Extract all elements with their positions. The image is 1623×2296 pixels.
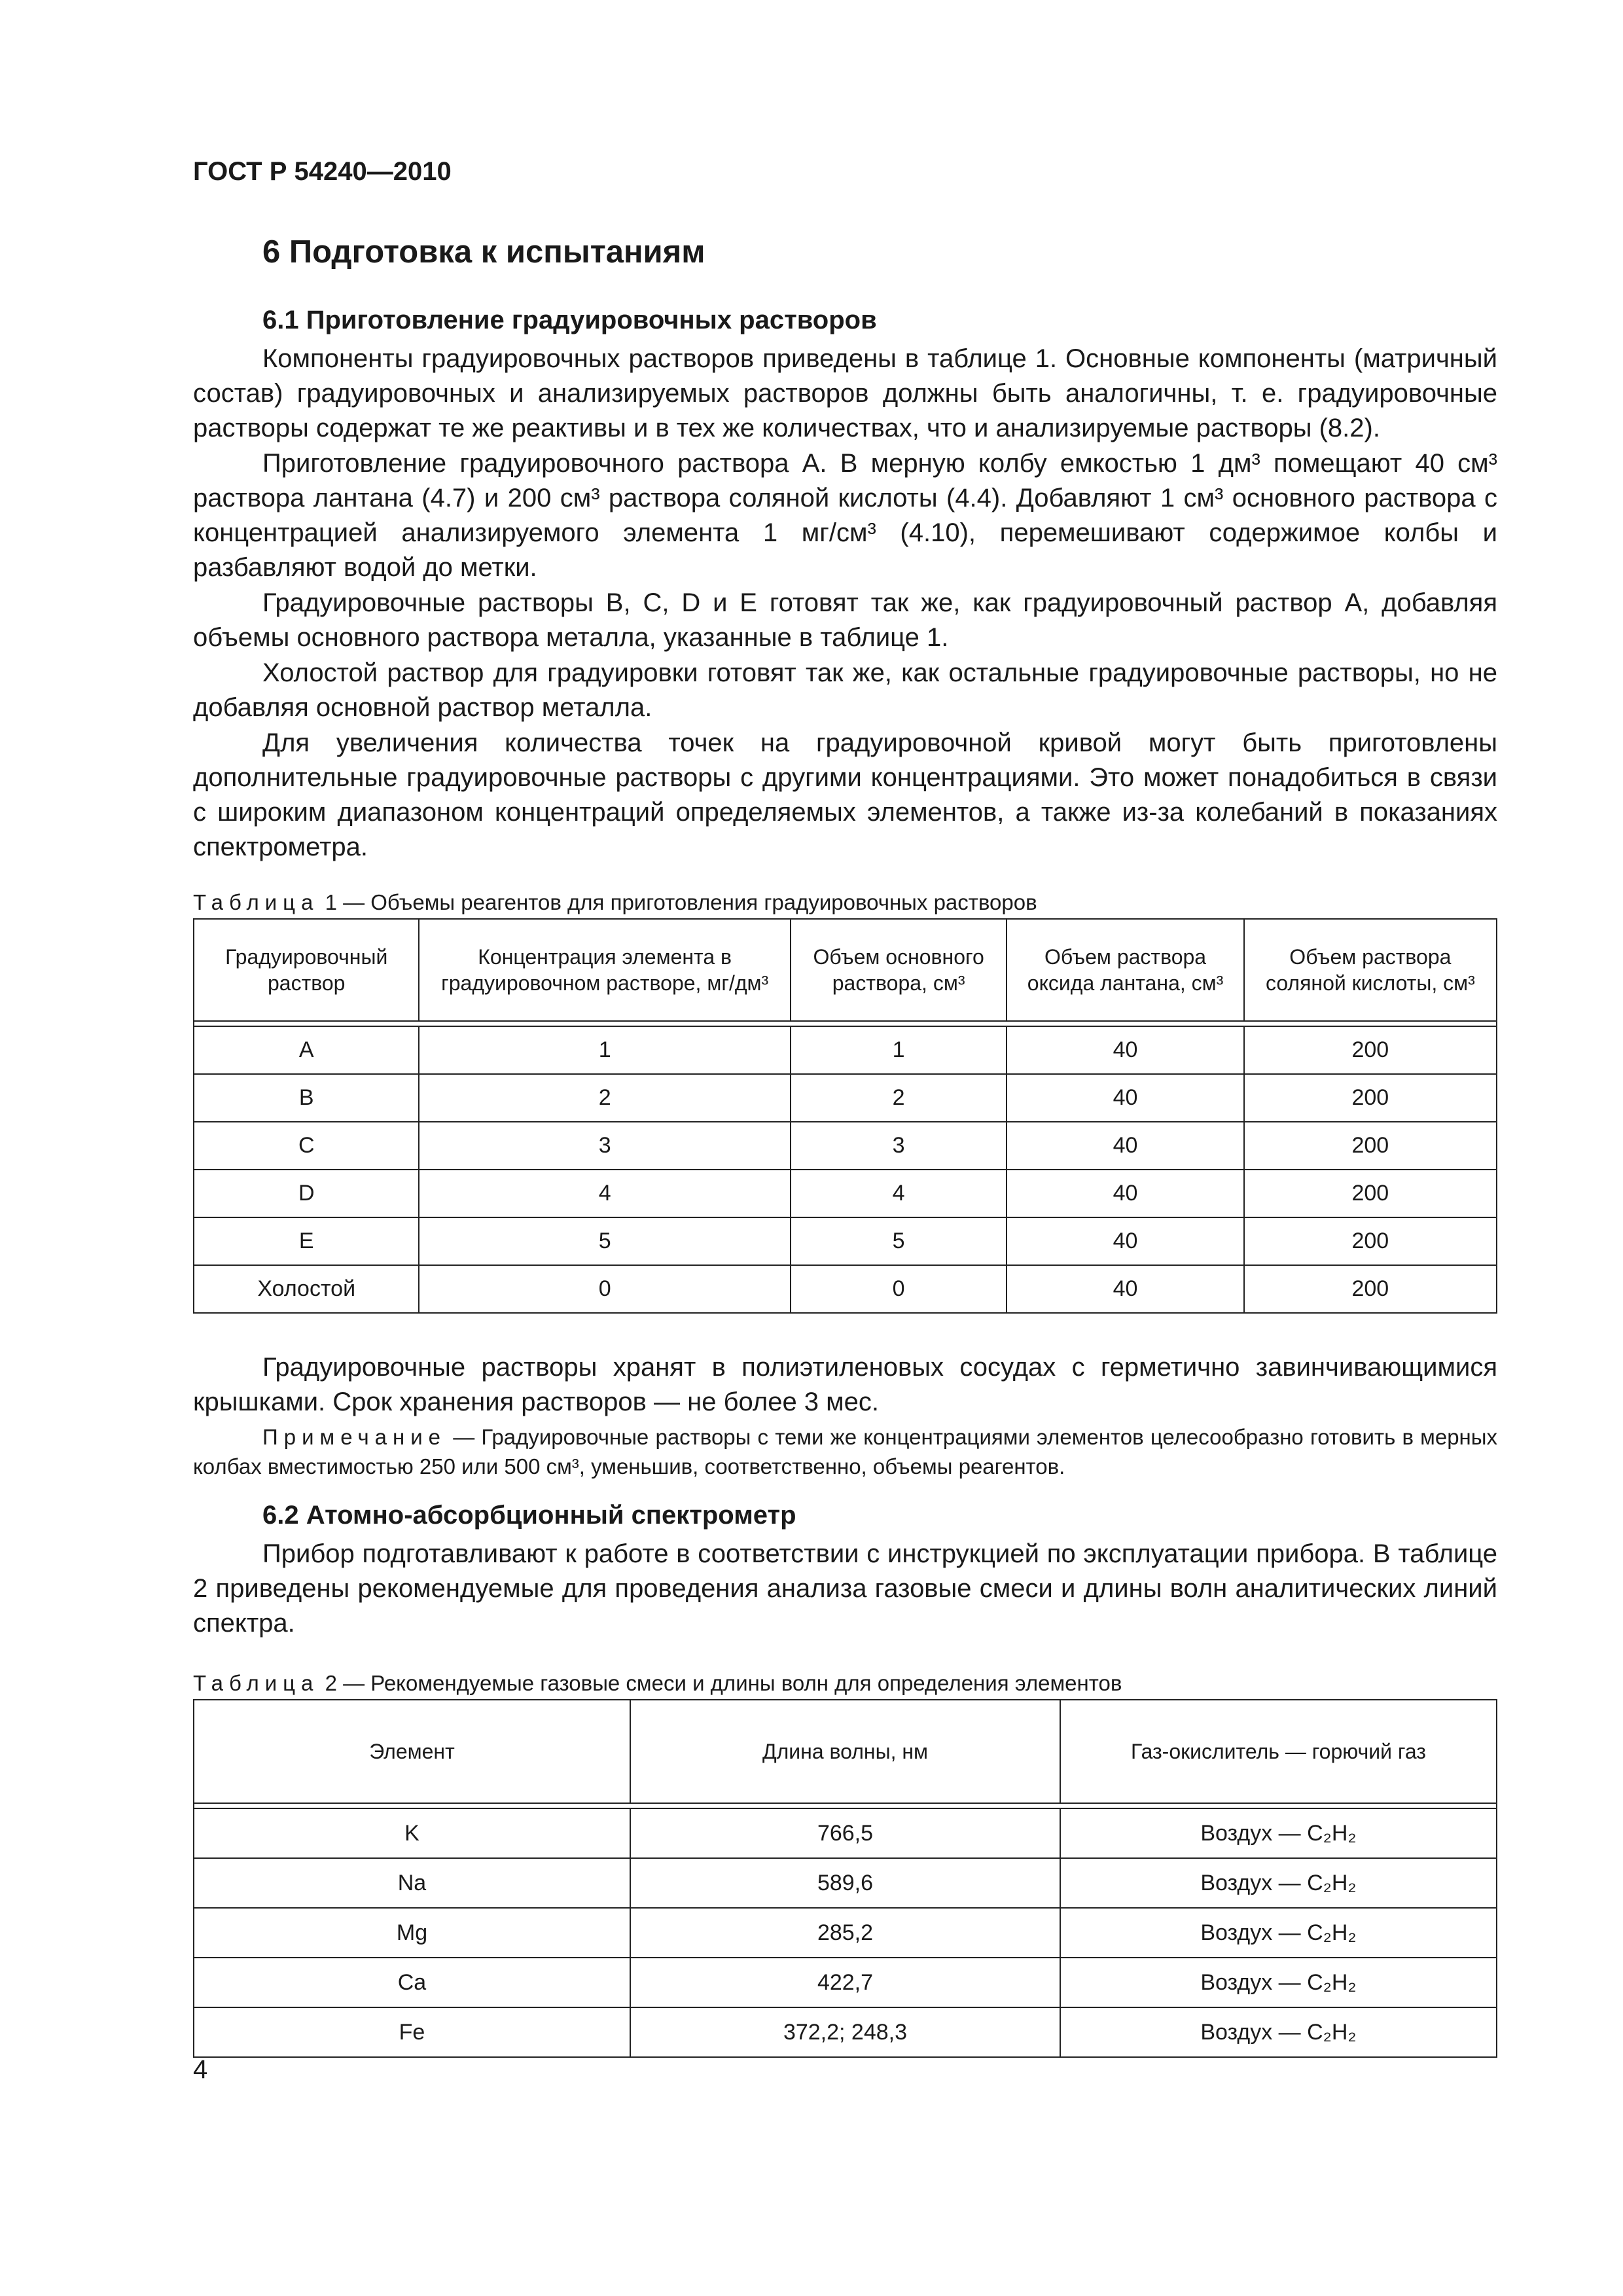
table-row xyxy=(194,1217,1497,1265)
table-row xyxy=(194,1074,1497,1122)
table-header-cell: Длина волны, нм xyxy=(630,1700,1060,1803)
note-text: — Градуировочные растворы с теми же концентрациями элементов целесообразно готовить в мерных колбах вместимостью 250 или 500 см³, уменьшив, соответственно, объемы реагентов. xyxy=(193,1425,1497,1479)
table-header-cell: Концентрация элемента в градуировочном растворе, мг/дм³ xyxy=(419,919,790,1021)
note xyxy=(193,1422,1497,1481)
table-cell: 40 xyxy=(1007,1265,1243,1313)
table-cell: 200 xyxy=(1244,1265,1497,1313)
table-cell: K xyxy=(194,1808,630,1858)
table-cell: 200 xyxy=(1244,1074,1497,1122)
paragraph: Градуировочные растворы B, C, D и E готовят так же, как градуировочный раствор А, добавляя объемы основного раствора металла, указанные в таблице 1. xyxy=(193,588,1497,652)
paragraph: Градуировочные растворы хранят в полиэтиленовых сосудах с герметично завинчивающимися крышками. Срок хранения растворов — не более 3 мес. xyxy=(193,1353,1497,1416)
table-cell: 1 xyxy=(419,1026,790,1074)
paragraph: Для увеличения количества точек на градуировочной кривой могут быть приготовлены дополнительные градуировочные растворы с другими концентрациями. Это может понадобиться в связи с широким диапазоном концентраций определяемых элементов, а также из-за колебаний в показаниях спектрометра. xyxy=(193,728,1497,861)
table-cell: D xyxy=(194,1170,419,1217)
table-cell: 3 xyxy=(791,1122,1007,1170)
table-cell: C xyxy=(194,1122,419,1170)
table-row xyxy=(194,1808,1497,1858)
table-row xyxy=(194,1958,1497,2007)
table-cell: 200 xyxy=(1244,1170,1497,1217)
table-cell: 3 xyxy=(419,1122,790,1170)
page-number: 4 xyxy=(193,2055,208,2084)
note-label: Примечание xyxy=(262,1425,447,1449)
table-cell: Воздух — C₂H₂ xyxy=(1060,1958,1497,2007)
table-header-cell: Градуировочный раствор xyxy=(194,919,419,1021)
document-page xyxy=(193,157,1497,2058)
table-cell: Воздух — C₂H₂ xyxy=(1060,1858,1497,1908)
table-cell: 2 xyxy=(419,1074,790,1122)
table-row xyxy=(194,1858,1497,1908)
table-cell: Mg xyxy=(194,1908,630,1958)
table-caption-label: Таблица xyxy=(193,890,319,914)
table-caption-label: Таблица xyxy=(193,1671,319,1695)
section-title: 6 Подготовка к испытаниям xyxy=(262,234,705,270)
subsection-title-6-2: 6.2 Атомно-абсорбционный спектрометр xyxy=(262,1501,796,1530)
table-cell: 200 xyxy=(1244,1122,1497,1170)
table-cell: Fe xyxy=(194,2007,630,2057)
table-cell: Ca xyxy=(194,1958,630,2007)
document-id: ГОСТ Р 54240—2010 xyxy=(193,157,452,186)
table-2 xyxy=(193,1699,1497,2058)
table-cell: 40 xyxy=(1007,1217,1243,1265)
table-cell: 589,6 xyxy=(630,1858,1060,1908)
table-cell: Воздух — C₂H₂ xyxy=(1060,1808,1497,1858)
table-cell: 766,5 xyxy=(630,1808,1060,1858)
table-cell: 0 xyxy=(419,1265,790,1313)
table-header-cell: Газ-окислитель — горючий газ xyxy=(1060,1700,1497,1803)
table-cell: 4 xyxy=(419,1170,790,1217)
table-cell: 40 xyxy=(1007,1074,1243,1122)
table-cell: Воздух — C₂H₂ xyxy=(1060,1908,1497,1958)
table-cell: 200 xyxy=(1244,1026,1497,1074)
table-row xyxy=(194,1908,1497,1958)
table-cell: Холостой xyxy=(194,1265,419,1313)
table-cell: E xyxy=(194,1217,419,1265)
paragraph: Прибор подготавливают к работе в соответствии с инструкцией по эксплуатации прибора. В таблице 2 приведены рекомендуемые для проведения анализа газовые смеси и длины волн аналитических линий спектра. xyxy=(193,1539,1497,1638)
table-header-cell: Элемент xyxy=(194,1700,630,1803)
table-cell: 40 xyxy=(1007,1170,1243,1217)
table-cell: B xyxy=(194,1074,419,1122)
table-header-cell: Объем основного раствора, см³ xyxy=(791,919,1007,1021)
table-row xyxy=(194,1170,1497,1217)
table-cell: 5 xyxy=(791,1217,1007,1265)
table-cell: Na xyxy=(194,1858,630,1908)
table-cell: A xyxy=(194,1026,419,1074)
table-cell: 0 xyxy=(791,1265,1007,1313)
paragraph: Холостой раствор для градуировки готовят так же, как остальные градуировочные растворы, но не добавляя основной раствор металла. xyxy=(193,658,1497,722)
table-cell: 1 xyxy=(791,1026,1007,1074)
table-cell: 200 xyxy=(1244,1217,1497,1265)
table-caption xyxy=(193,890,1497,915)
subsection-title-6-1: 6.1 Приготовление градуировочных растворов xyxy=(262,306,877,334)
table-row xyxy=(194,2007,1497,2057)
table-cell: 422,7 xyxy=(630,1958,1060,2007)
table-cell: 40 xyxy=(1007,1026,1243,1074)
table-caption-text: 2 — Рекомендуемые газовые смеси и длины волн для определения элементов xyxy=(325,1671,1122,1695)
table-cell: 40 xyxy=(1007,1122,1243,1170)
table-cell: Воздух — C₂H₂ xyxy=(1060,2007,1497,2057)
table-caption xyxy=(193,1671,1497,1696)
table-cell: 4 xyxy=(791,1170,1007,1217)
table-cell: 285,2 xyxy=(630,1908,1060,1958)
table-row xyxy=(194,1122,1497,1170)
paragraph: Приготовление градуировочного раствора А. В мерную колбу емкостью 1 дм³ помещают 40 см³ раствора лантана (4.7) и 200 см³ раствора соляной кислоты (4.4). Добавляют 1 см³ основного раствора с концентрацией анализируемого элемента 1 мг/см³ (4.10), перемешивают содержимое колбы и разбавляют водой до метки. xyxy=(193,449,1497,582)
table-row xyxy=(194,1265,1497,1313)
paragraph: Компоненты градуировочных растворов приведены в таблице 1. Основные компоненты (матричный состав) градуировочных и анализируемых растворов должны быть аналогичны, т. е. градуировочные растворы содержат те же реактивы и в тех же количествах, что и анализируемые растворы (8.2). xyxy=(193,344,1497,442)
table-header-cell: Объем раствора соляной кислоты, см³ xyxy=(1244,919,1497,1021)
table-row xyxy=(194,1026,1497,1074)
table-1 xyxy=(193,918,1497,1314)
table-header-cell: Объем раствора оксида лантана, см³ xyxy=(1007,919,1243,1021)
table-cell: 372,2; 248,3 xyxy=(630,2007,1060,2057)
table-cell: 5 xyxy=(419,1217,790,1265)
table-caption-text: 1 — Объемы реагентов для приготовления градуировочных растворов xyxy=(325,890,1037,914)
table-cell: 2 xyxy=(791,1074,1007,1122)
